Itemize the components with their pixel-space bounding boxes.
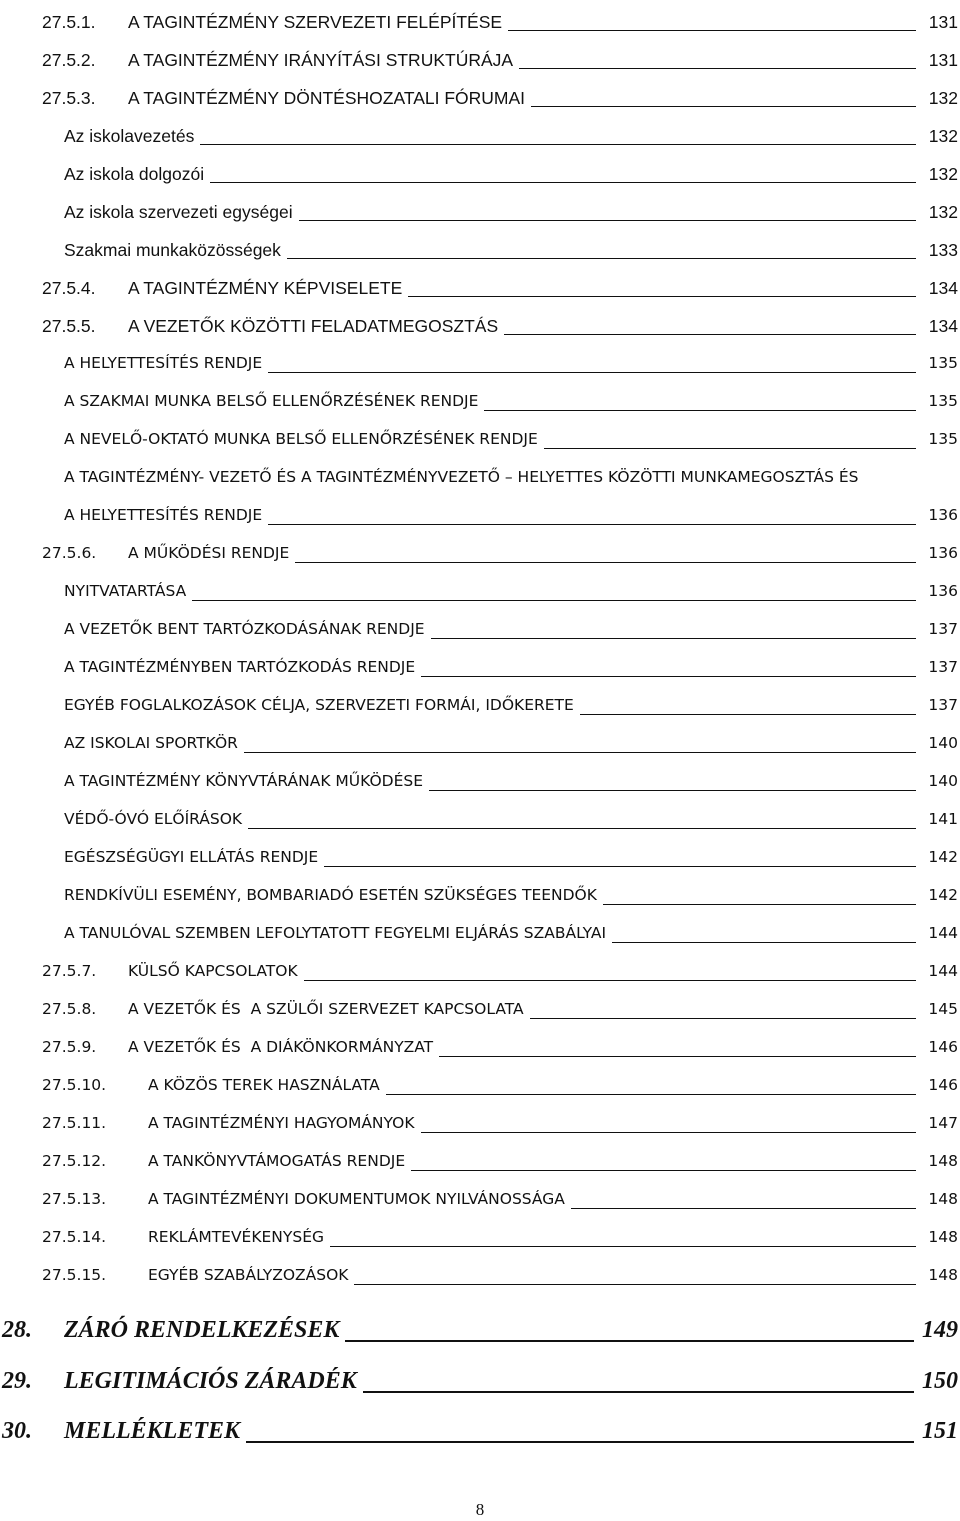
toc-entry[interactable] <box>0 204 960 234</box>
toc-entry-page: 137 <box>928 658 958 676</box>
toc-entry[interactable] <box>0 1230 960 1260</box>
toc-entry-title: A VEZETŐK ÉS A SZÜLŐI SZERVEZET KAPCSOLATA <box>128 1000 524 1018</box>
toc-entry-page: 140 <box>928 772 958 790</box>
toc-entry-page: 133 <box>928 240 958 260</box>
toc-entry-title: AZ ISKOLAI SPORTKÖR <box>64 734 238 752</box>
toc-leader-line <box>519 68 916 69</box>
toc-entry-title: A TAGINTÉZMÉNYI HAGYOMÁNYOK <box>148 1114 415 1132</box>
toc-entry[interactable] <box>0 1192 960 1222</box>
toc-leader-line <box>363 1391 914 1393</box>
toc-leader-line <box>268 372 916 373</box>
toc-leader-line <box>268 524 916 525</box>
toc-leader-line <box>244 752 916 753</box>
toc-entry-number: 27.5.9. <box>42 1038 97 1056</box>
toc-entry[interactable] <box>0 166 960 196</box>
toc-entry-page: 136 <box>928 582 958 600</box>
toc-leader-line <box>571 1208 916 1209</box>
toc-entry[interactable] <box>0 660 960 690</box>
toc-leader-line <box>287 258 916 259</box>
toc-entry[interactable] <box>0 1268 960 1298</box>
toc-leader-line <box>429 790 916 791</box>
toc-entry-page: 132 <box>928 164 958 184</box>
toc-entry[interactable] <box>0 698 960 728</box>
toc-entry-title: A TANULÓVAL SZEMBEN LEFOLYTATOTT FEGYELMI ELJÁRÁS SZABÁLYAI <box>64 924 607 942</box>
toc-leader-line <box>408 296 916 297</box>
toc-entry[interactable] <box>0 622 960 652</box>
toc-entry-title: A TAGINTÉZMÉNY DÖNTÉSHOZATALI FÓRUMAI <box>128 88 526 108</box>
toc-leader-line <box>192 600 916 601</box>
toc-entry-page: 151 <box>922 1418 958 1444</box>
toc-leader-line <box>531 106 916 107</box>
toc-entry-number: 27.5.3. <box>42 88 96 108</box>
toc-leader-line <box>411 1170 916 1171</box>
toc-entry-title: NYITVATARTÁSA <box>64 582 187 600</box>
toc-entry[interactable] <box>0 128 960 158</box>
toc-leader-line <box>580 714 916 715</box>
toc-entry-page: 140 <box>928 734 958 752</box>
toc-leader-line <box>504 334 916 335</box>
toc-leader-line <box>386 1094 916 1095</box>
toc-entry-title: A TAGINTÉZMÉNY KÉPVISELETE <box>128 278 403 298</box>
toc-entry-page: 132 <box>928 88 958 108</box>
toc-entry-number: 28. <box>2 1317 32 1343</box>
toc-entry-number: 27.5.8. <box>42 1000 97 1018</box>
toc-entry[interactable] <box>0 1369 960 1399</box>
toc-entry-title: A VEZETŐK ÉS A DIÁKÖNKORMÁNYZAT <box>128 1038 434 1056</box>
toc-entry[interactable] <box>0 470 960 500</box>
toc-entry-title: A KÖZÖS TEREK HASZNÁLATA <box>148 1076 380 1094</box>
toc-leader-line <box>330 1246 916 1247</box>
toc-entry-title: A HELYETTESÍTÉS RENDJE <box>64 354 263 372</box>
toc-entry-page: 136 <box>928 506 958 524</box>
toc-leader-line <box>345 1340 914 1342</box>
toc-entry-page: 136 <box>928 544 958 562</box>
toc-entry-title: A TANKÖNYVTÁMOGATÁS RENDJE <box>148 1152 406 1170</box>
toc-entry-number: 27.5.13. <box>42 1190 107 1208</box>
toc-entry[interactable] <box>0 736 960 766</box>
toc-entry-page: 134 <box>928 278 958 298</box>
toc-leader-line <box>295 562 916 563</box>
toc-entry[interactable] <box>0 1040 960 1070</box>
toc-entry-title: A VEZETŐK KÖZÖTTI FELADATMEGOSZTÁS <box>128 316 499 336</box>
toc-entry-title: Az iskola dolgozói <box>64 164 205 184</box>
toc-entry[interactable] <box>0 356 960 386</box>
toc-entry-number: 27.5.2. <box>42 50 96 70</box>
toc-entry-title: A VEZETŐK BENT TARTÓZKODÁSÁNAK RENDJE <box>64 620 425 638</box>
toc-entry-page: 141 <box>928 810 958 828</box>
toc-entry-title: Az iskola szervezeti egységei <box>64 202 293 222</box>
toc-entry-number: 27.5.6. <box>42 544 97 562</box>
toc-leader-line <box>248 828 916 829</box>
toc-entry[interactable] <box>0 546 960 576</box>
toc-entry-title: EGYÉB SZABÁLYZOZÁSOK <box>148 1266 349 1284</box>
toc-leader-line <box>299 220 916 221</box>
toc-leader-line <box>324 866 916 867</box>
toc-entry-title: A TAGINTÉZMÉNYI DOKUMENTUMOK NYILVÁNOSSÁGA <box>148 1190 565 1208</box>
toc-leader-line <box>200 144 916 145</box>
toc-entry-page: 148 <box>928 1152 958 1170</box>
toc-entry[interactable] <box>0 926 960 956</box>
toc-entry-page: 134 <box>928 316 958 336</box>
toc-entry-title: A NEVELŐ-OKTATÓ MUNKA BELSŐ ELLENŐRZÉSÉNEK RENDJE <box>64 430 538 448</box>
toc-entry[interactable] <box>0 432 960 462</box>
toc-entry-title: A TAGINTÉZMÉNYBEN TARTÓZKODÁS RENDJE <box>64 658 416 676</box>
toc-entry-title: A MŰKÖDÉSI RENDJE <box>128 544 290 562</box>
toc-entry[interactable] <box>0 280 960 310</box>
toc-entry[interactable] <box>0 584 960 614</box>
toc-entry-page: 137 <box>928 696 958 714</box>
page-number: 8 <box>475 1500 485 1519</box>
toc-entry[interactable] <box>0 812 960 842</box>
toc-entry-title: LEGITIMÁCIÓS ZÁRADÉK <box>64 1368 357 1394</box>
toc-entry[interactable] <box>0 1154 960 1184</box>
toc-entry-page: 135 <box>928 430 958 448</box>
toc-entry[interactable] <box>0 1078 960 1108</box>
toc-entry-title: ZÁRÓ RENDELKEZÉSEK <box>64 1317 340 1343</box>
toc-entry-title: REKLÁMTEVÉKENYSÉG <box>148 1228 325 1246</box>
toc-entry-page: 145 <box>928 1000 958 1018</box>
toc-entry[interactable] <box>0 1002 960 1032</box>
toc-leader-line <box>421 1132 916 1133</box>
toc-entry-title: A HELYETTESÍTÉS RENDJE <box>64 506 263 524</box>
toc-entry[interactable] <box>0 1419 960 1449</box>
toc-leader-line <box>304 980 916 981</box>
toc-leader-line <box>544 448 916 449</box>
toc-entry-title: A TAGINTÉZMÉNY- VEZETŐ ÉS A TAGINTÉZMÉNYVEZETŐ – HELYETTES KÖZÖTTI MUNKAMEGOSZTÁS ÉS <box>64 468 859 486</box>
toc-entry-title: RENDKÍVÜLI ESEMÉNY, BOMBARIADÓ ESETÉN SZÜKSÉGES TEENDŐK <box>64 886 597 904</box>
toc-entry-page: 142 <box>928 848 958 866</box>
toc-entry[interactable] <box>0 964 960 994</box>
toc-entry-title: MELLÉKLETEK <box>64 1418 241 1444</box>
toc-entry[interactable] <box>0 774 960 804</box>
toc-entry-number: 27.5.4. <box>42 278 96 298</box>
toc-entry-title: EGYÉB FOGLALKOZÁSOK CÉLJA, SZERVEZETI FORMÁI, IDŐKERETE <box>64 696 574 714</box>
toc-entry-page: 147 <box>928 1114 958 1132</box>
toc-entry[interactable] <box>0 242 960 272</box>
toc-leader-line <box>612 942 916 943</box>
toc-entry-page: 135 <box>928 354 958 372</box>
toc-entry-page: 150 <box>922 1368 958 1394</box>
toc-entry-number: 27.5.10. <box>42 1076 107 1094</box>
toc-leader-line <box>210 182 916 183</box>
toc-entry[interactable] <box>0 394 960 424</box>
toc-entry-title: A TAGINTÉZMÉNY KÖNYVTÁRÁNAK MŰKÖDÉSE <box>64 772 424 790</box>
toc-entry[interactable] <box>0 508 960 538</box>
toc-entry[interactable] <box>0 90 960 120</box>
toc-entry[interactable] <box>0 1318 960 1348</box>
toc-leader-line <box>421 676 916 677</box>
toc-entry-page: 132 <box>928 126 958 146</box>
toc-leader-line <box>439 1056 916 1057</box>
toc-entry-page: 149 <box>922 1317 958 1343</box>
toc-entry-page: 144 <box>928 924 958 942</box>
toc-entry-page: 146 <box>928 1076 958 1094</box>
toc-entry-page: 142 <box>928 886 958 904</box>
toc-entry[interactable] <box>0 318 960 348</box>
toc-entry-page: 135 <box>928 392 958 410</box>
toc-entry[interactable] <box>0 52 960 82</box>
toc-entry-title: Az iskolavezetés <box>64 126 195 146</box>
toc-entry-page: 131 <box>928 12 958 32</box>
toc-entry-number: 27.5.12. <box>42 1152 107 1170</box>
toc-entry-page: 148 <box>928 1190 958 1208</box>
toc-leader-line <box>354 1284 916 1285</box>
toc-entry-title: A TAGINTÉZMÉNY SZERVEZETI FELÉPÍTÉSE <box>128 12 503 32</box>
toc-entry-page: 148 <box>928 1266 958 1284</box>
toc-entry-title: KÜLSŐ KAPCSOLATOK <box>128 962 298 980</box>
toc-leader-line <box>431 638 916 639</box>
toc-leader-line <box>530 1018 916 1019</box>
toc-entry-page: 148 <box>928 1228 958 1246</box>
toc-entry-number: 27.5.11. <box>42 1114 107 1132</box>
toc-entry-page: 132 <box>928 202 958 222</box>
toc-entry-title: A TAGINTÉZMÉNY IRÁNYÍTÁSI STRUKTÚRÁJA <box>128 50 514 70</box>
toc-leader-line <box>484 410 916 411</box>
toc-entry-number: 27.5.7. <box>42 962 97 980</box>
toc-entry-page: 144 <box>928 962 958 980</box>
toc-entry-number: 27.5.14. <box>42 1228 107 1246</box>
toc-entry-title: Szakmai munkaközösségek <box>64 240 281 260</box>
toc-entry-page: 137 <box>928 620 958 638</box>
toc-entry-number: 29. <box>2 1368 32 1394</box>
toc-entry-number: 30. <box>2 1418 32 1444</box>
toc-entry-page: 146 <box>928 1038 958 1056</box>
toc-entry-title: A SZAKMAI MUNKA BELSŐ ELLENŐRZÉSÉNEK RENDJE <box>64 392 479 410</box>
toc-entry-title: EGÉSZSÉGÜGYI ELLÁTÁS RENDJE <box>64 848 319 866</box>
toc-entry[interactable] <box>0 1116 960 1146</box>
toc-entry-number: 27.5.1. <box>42 12 96 32</box>
toc-leader-line <box>246 1441 914 1443</box>
toc-entry[interactable] <box>0 850 960 880</box>
toc-leader-line <box>508 30 916 31</box>
toc-entry[interactable] <box>0 14 960 44</box>
toc-entry-number: 27.5.15. <box>42 1266 107 1284</box>
toc-entry-number: 27.5.5. <box>42 316 96 336</box>
toc-entry-page: 131 <box>928 50 958 70</box>
toc-leader-line <box>603 904 916 905</box>
toc-entry-title: VÉDŐ-ÓVÓ ELŐÍRÁSOK <box>64 810 243 828</box>
toc-entry[interactable] <box>0 888 960 918</box>
